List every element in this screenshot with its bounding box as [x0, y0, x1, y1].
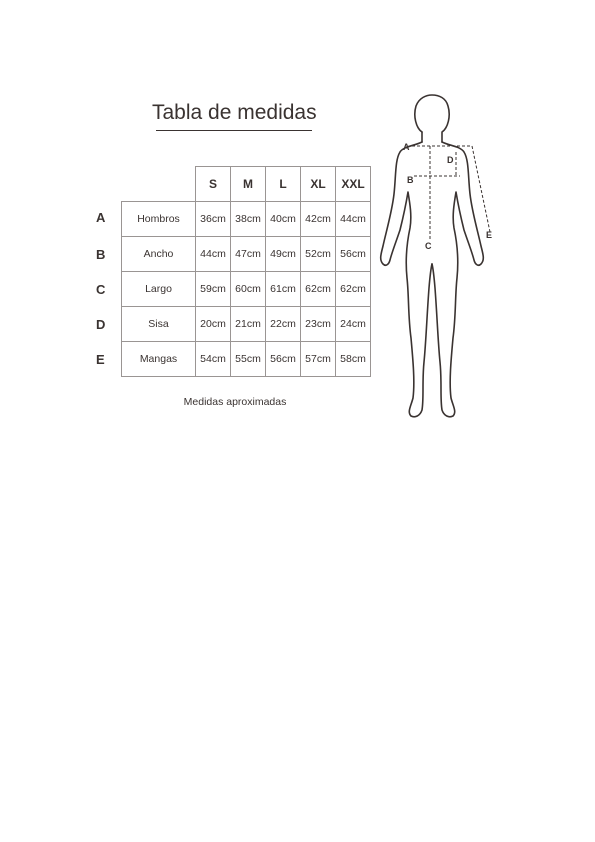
size-header-l: L	[266, 167, 301, 202]
table-cell: 24cm	[336, 307, 371, 342]
table-cell: 44cm	[336, 202, 371, 237]
figure-label-e: E	[486, 230, 493, 240]
figure-label-a: A	[403, 142, 410, 152]
table-cell: 47cm	[231, 237, 266, 272]
measure-name: Hombros	[122, 202, 196, 237]
page-title: Tabla de medidas	[152, 101, 317, 124]
approximate-note: Medidas aproximadas	[183, 396, 287, 408]
size-table	[121, 166, 371, 377]
figure-right-outline	[432, 142, 483, 417]
table-cell: 62cm	[301, 272, 336, 307]
table-row	[122, 307, 371, 342]
measure-name: Sisa	[122, 307, 196, 342]
table-cell: 44cm	[196, 237, 231, 272]
body-figure	[376, 92, 506, 424]
header-blank	[122, 167, 196, 202]
table-row	[122, 202, 371, 237]
table-cell: 20cm	[196, 307, 231, 342]
size-header-m: M	[231, 167, 266, 202]
row-letter-b: B	[96, 247, 106, 262]
table-cell: 61cm	[266, 272, 301, 307]
table-cell: 38cm	[231, 202, 266, 237]
row-letter-d: D	[96, 317, 106, 332]
table-cell: 36cm	[196, 202, 231, 237]
measure-name: Mangas	[122, 342, 196, 377]
size-header-xxl: XXL	[336, 167, 371, 202]
table-cell: 56cm	[336, 237, 371, 272]
table-cell: 21cm	[231, 307, 266, 342]
table-cell: 56cm	[266, 342, 301, 377]
measure-name: Largo	[122, 272, 196, 307]
table-cell: 58cm	[336, 342, 371, 377]
figure-label-c: C	[425, 241, 432, 251]
size-header-xl: XL	[301, 167, 336, 202]
table-cell: 49cm	[266, 237, 301, 272]
table-cell: 23cm	[301, 307, 336, 342]
row-letter-e: E	[96, 352, 105, 367]
table-cell: 40cm	[266, 202, 301, 237]
table-cell: 42cm	[301, 202, 336, 237]
table-row	[122, 237, 371, 272]
measure-name: Ancho	[122, 237, 196, 272]
figure-head	[415, 95, 449, 142]
size-header-s: S	[196, 167, 231, 202]
figure-label-b: B	[407, 175, 414, 185]
table-cell: 62cm	[336, 272, 371, 307]
title-underline	[156, 130, 312, 131]
row-letter-c: C	[96, 282, 106, 297]
table-cell: 52cm	[301, 237, 336, 272]
table-cell: 54cm	[196, 342, 231, 377]
table-cell: 59cm	[196, 272, 231, 307]
table-cell: 60cm	[231, 272, 266, 307]
table-cell: 22cm	[266, 307, 301, 342]
size-header-row	[122, 167, 371, 202]
table-row	[122, 272, 371, 307]
figure-label-d: D	[447, 155, 454, 165]
table-row	[122, 342, 371, 377]
row-letter-a: A	[96, 210, 106, 225]
table-cell: 55cm	[231, 342, 266, 377]
table-cell: 57cm	[301, 342, 336, 377]
